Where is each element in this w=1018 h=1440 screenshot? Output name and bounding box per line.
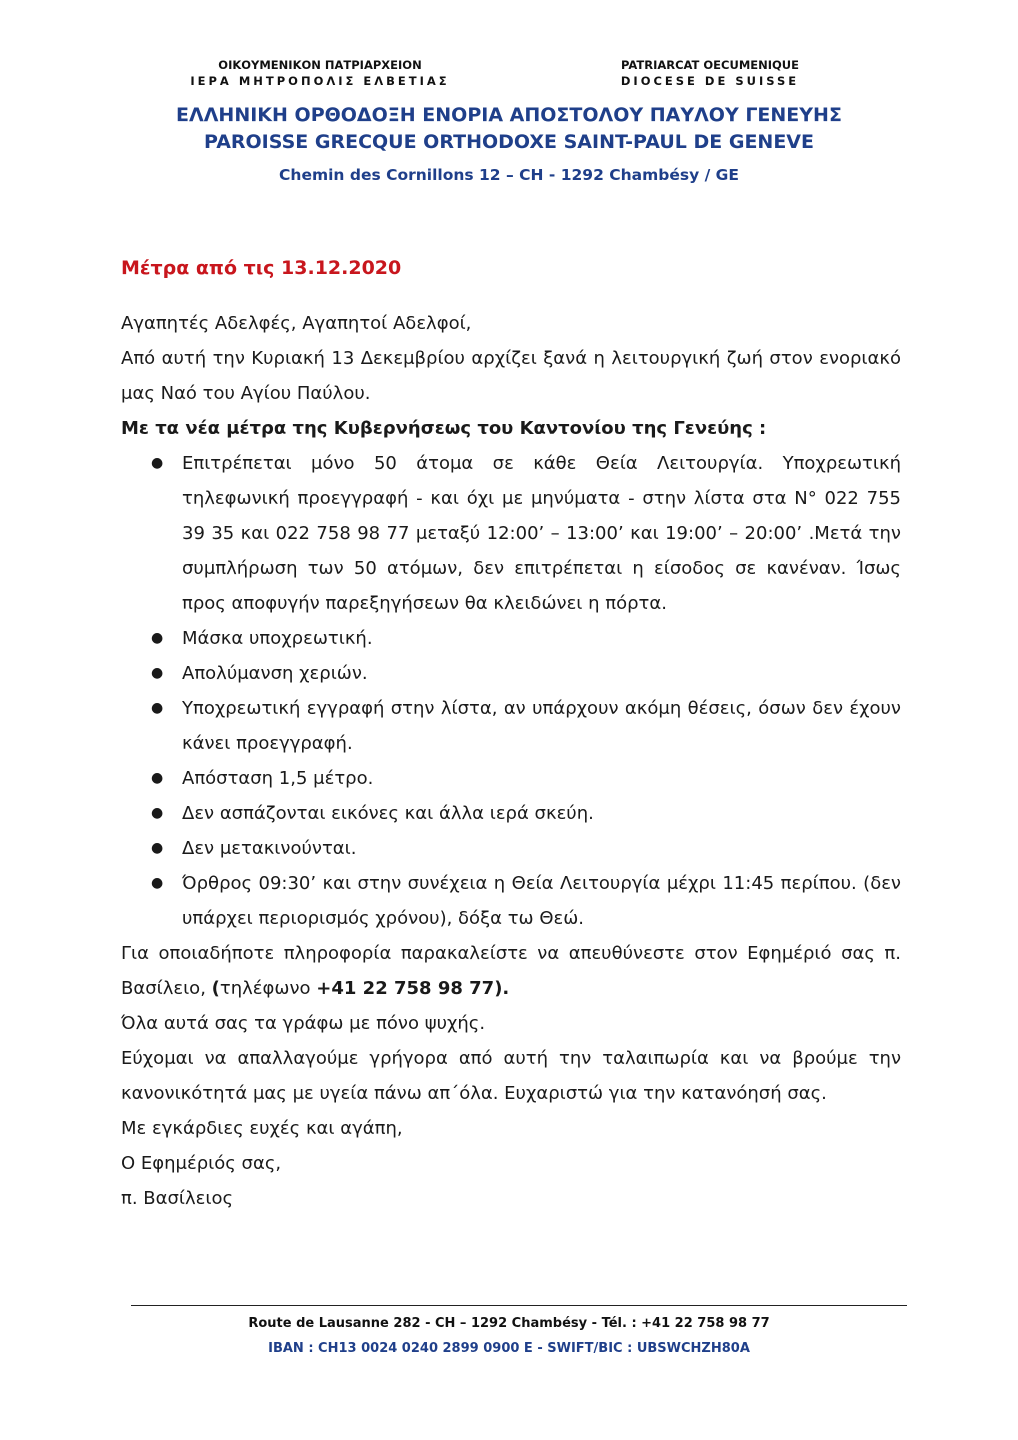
footer-bank-details: IBAN : CH13 0024 0240 2899 0900 E - SWIFT/BIC : UBSWCHZH80A bbox=[268, 1341, 750, 1356]
contact-text: Για οποιαδήποτε πληροφορία παρακαλείστε να απευθύνεστε στον Εφημέριό σας π. Βασίλειο, bbox=[121, 943, 901, 999]
list-item bbox=[121, 866, 901, 936]
greeting: Αγαπητές Αδελφές, Αγαπητοί Αδελφοί, bbox=[121, 313, 472, 334]
contact-paren-close: ). bbox=[494, 978, 510, 999]
letterhead-patriarchate-greek bbox=[160, 57, 480, 89]
contact-phone: +41 22 758 98 77 bbox=[316, 978, 495, 999]
measures-heading: Με τα νέα μέτρα της Κυβερνήσεως του Καντονίου της Γενεύης : bbox=[121, 418, 767, 439]
list-item bbox=[121, 796, 901, 831]
rule-text: Επιτρέπεται μόνο 50 άτομα σε κάθε Θεία Λειτουργία. Υποχρεωτική τηλεφωνική προεγγραφή - και όχι με μηνύματα - στην λίστα στα N° 022 755 39 35 και 022 758 98 77 μεταξύ 12:00’ – 13:00’ και 19:00’ – 20:00’ .Μετά την συμπλήρωση των 50 ατόμων, δεν επιτρέπεται η είσοδος σε κανέναν. Ίσως προς αποφυγήν παρεξηγήσεων θα κλειδώνει η πόρτα. bbox=[182, 453, 901, 614]
bullet-icon: ● bbox=[151, 840, 164, 856]
contact-paragraph bbox=[121, 936, 901, 1006]
list-item bbox=[121, 831, 901, 866]
list-item bbox=[121, 656, 901, 691]
bullet-icon: ● bbox=[151, 875, 164, 891]
list-item bbox=[121, 691, 901, 761]
list-item bbox=[121, 761, 901, 796]
bullet-icon: ● bbox=[151, 770, 164, 786]
rule-text: Δεν ασπάζονται εικόνες και άλλα ιερά σκεύη. bbox=[182, 803, 594, 824]
footer bbox=[0, 1311, 1018, 1361]
wish-paragraph: Εύχομαι να απαλλαγούμε γρήγορα από αυτή την ταλαιπωρία και να βρούμε την κανονικότητά μας με υγεία πάνω απ΄όλα. Ευχαριστώ για την κατανόησή σας. bbox=[121, 1048, 901, 1104]
bullet-icon: ● bbox=[151, 665, 164, 681]
letter-body bbox=[121, 250, 901, 1216]
bullet-icon: ● bbox=[151, 455, 164, 471]
parish-name-french: PAROISSE GRECQUE ORTHODOXE SAINT-PAUL DE GENEVE bbox=[204, 131, 814, 153]
measures-title: Μέτρα από τις 13.12.2020 bbox=[121, 257, 402, 279]
rule-text: Υποχρεωτική εγγραφή στην λίστα, αν υπάρχουν ακόμη θέσεις, όσων δεν έχουν κάνει προεγγραφή. bbox=[182, 698, 901, 754]
intro-paragraph: Από αυτή την Κυριακή 13 Δεκεμβρίου αρχίζει ξανά η λειτουργική ζωή στον ενοριακό μας Ναό του Αγίου Παύλου. bbox=[121, 348, 901, 404]
footer-divider bbox=[131, 1305, 907, 1306]
bullet-icon: ● bbox=[151, 630, 164, 646]
rules-list bbox=[121, 446, 901, 936]
letterhead-patriarchate-french bbox=[560, 57, 860, 89]
rule-text: Μάσκα υποχρεωτική. bbox=[182, 628, 373, 649]
list-item bbox=[121, 446, 901, 621]
contact-phone-label: τηλέφωνο bbox=[219, 978, 317, 999]
bullet-icon: ● bbox=[151, 805, 164, 821]
rule-text: Απόσταση 1,5 μέτρο. bbox=[182, 768, 374, 789]
signature: π. Βασίλειος bbox=[121, 1188, 234, 1209]
rule-text: Απολύμανση χεριών. bbox=[182, 663, 368, 684]
closing-line: Με εγκάρδιες ευχές και αγάπη, bbox=[121, 1118, 403, 1139]
diocese-french: DIOCESE DE SUISSE bbox=[620, 74, 800, 88]
parish-name-greek: ΕΛΛΗΝΙΚΗ ΟΡΘΟΔΟΞΗ ΕΝΟΡΙΑ ΑΠΟΣΤΟΛΟΥ ΠΑΥΛΟΥ ΓΕΝΕΥΗΣ bbox=[176, 104, 842, 126]
rule-text: Δεν μετακινούνται. bbox=[182, 838, 357, 859]
footer-address: Route de Lausanne 282 - CH – 1292 Chambésy - Tél. : +41 22 758 98 77 bbox=[248, 1316, 770, 1331]
contact-paren-open: ( bbox=[211, 978, 220, 999]
bullet-icon: ● bbox=[151, 700, 164, 716]
parish-header bbox=[0, 102, 1018, 190]
patriarchate-greek: ΟΙΚΟΥΜΕΝΙΚΟΝ ΠΑΤΡΙΑΡΧΕΙΟΝ bbox=[218, 58, 422, 72]
metropolis-greek: ΙΕΡΑ ΜΗΤΡΟΠΟΛΙΣ ΕΛΒΕΤΙΑΣ bbox=[190, 74, 450, 88]
rule-text: Όρθρος 09:30’ και στην συνέχεια η Θεία Λειτουργία μέχρι 11:45 περίπου. (δεν υπάρχει περιορισμός χρόνου), δόξα τω Θεώ. bbox=[182, 873, 901, 929]
pain-line: Όλα αυτά σας τα γράφω με πόνο ψυχής. bbox=[121, 1013, 486, 1034]
list-item bbox=[121, 621, 901, 656]
parish-address: Chemin des Cornillons 12 – CH - 1292 Chambésy / GE bbox=[279, 166, 739, 184]
patriarchate-french: PATRIARCAT OECUMENIQUE bbox=[621, 58, 799, 72]
signoff-role: Ο Εφημέριός σας, bbox=[121, 1153, 282, 1174]
